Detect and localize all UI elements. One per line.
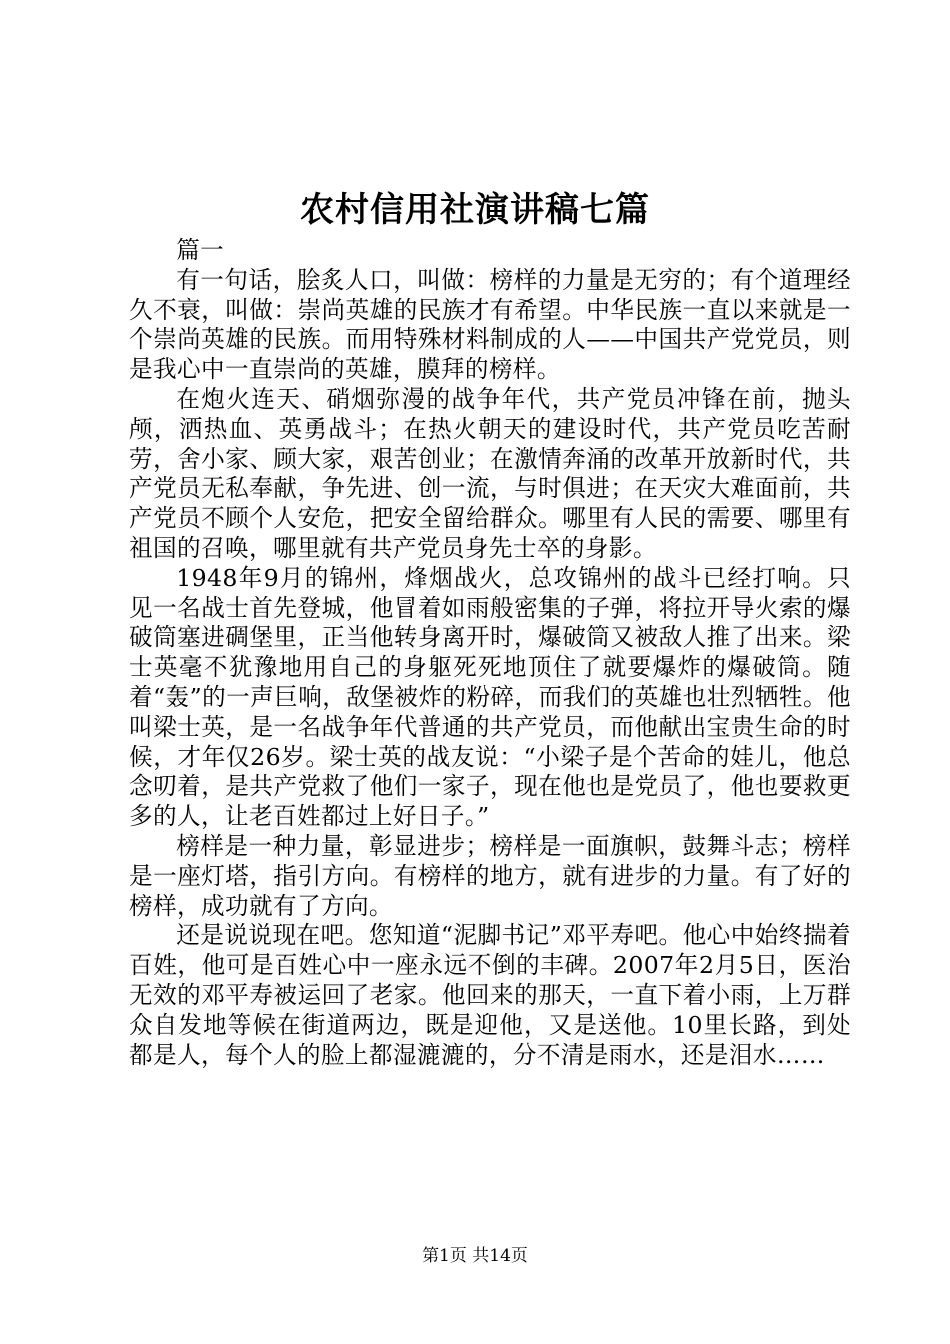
document-title: 农村信用社演讲稿七篇 xyxy=(300,190,650,230)
paragraph-5: 还是说说现在吧。您知道“泥脚书记”邓平寿吧。他心中始终揣着百姓，他可是百姓心中一座永远不倒的丰碑。2007年2月5日，医治无效的邓平寿被运回了老家。他回来的那天，一直下着小雨，上万群众自发地等候在街道两边，既是迎他，又是送他。10里长路，到处都是人，每个人的脸上都湿漉漉的，分不清是雨水，还是泪水…… xyxy=(129,921,851,1069)
paragraph-3: 1948年9月的锦州，烽烟战火，总攻锦州的战斗已经打响。只见一名战士首先登城，他冒着如雨般密集的子弹，将拉开导火索的爆破筒塞进碉堡里，正当他转身离开时，爆破筒又被敌人推了出来。梁士英毫不犹豫地用自己的身躯死死地顶住了就要爆炸的爆破筒。随着“轰”的一声巨响，敌堡被炸的粉碎，而我们的英雄也壮烈牺牲。他叫梁士英，是一名战争年代普通的共产党员，而他献出宝贵生命的时候，才年仅26岁。梁士英的战友说：“小梁子是个苦命的娃儿，他总念叨着，是共产党救了他们一家子，现在他也是党员了，他也要救更多的人，让老百姓都过上好日子。” xyxy=(129,563,851,831)
paragraph-4: 榜样是一种力量，彰显进步；榜样是一面旗帜，鼓舞斗志；榜样是一座灯塔，指引方向。有榜样的地方，就有进步的力量。有了好的榜样，成功就有了方向。 xyxy=(129,831,851,920)
page-footer: 第1页 共14页 xyxy=(422,1246,528,1266)
paragraph-2: 在炮火连天、硝烟弥漫的战争年代，共产党员冲锋在前，抛头颅，洒热血、英勇战斗；在热火朝天的建设时代，共产党员吃苦耐劳，舍小家、顾大家，艰苦创业；在激情奔涌的改革开放新时代，共产党员无私奉献，争先进、创一流，与时俱进；在天灾大难面前，共产党员不顾个人安危，把安全留给群众。哪里有人民的需要、哪里有祖国的召唤，哪里就有共产党员身先士卒的身影。 xyxy=(129,384,851,562)
paragraph-1: 有一句话，脍炙人口，叫做：榜样的力量是无穷的；有个道理经久不衰，叫做：崇尚英雄的民族才有希望。中华民族一直以来就是一个崇尚英雄的民族。而用特殊材料制成的人——中国共产党党员，则是我心中一直崇尚的英雄，膜拜的榜样。 xyxy=(129,265,851,384)
section-heading: 篇一 xyxy=(176,236,225,264)
document-body xyxy=(129,236,851,1070)
